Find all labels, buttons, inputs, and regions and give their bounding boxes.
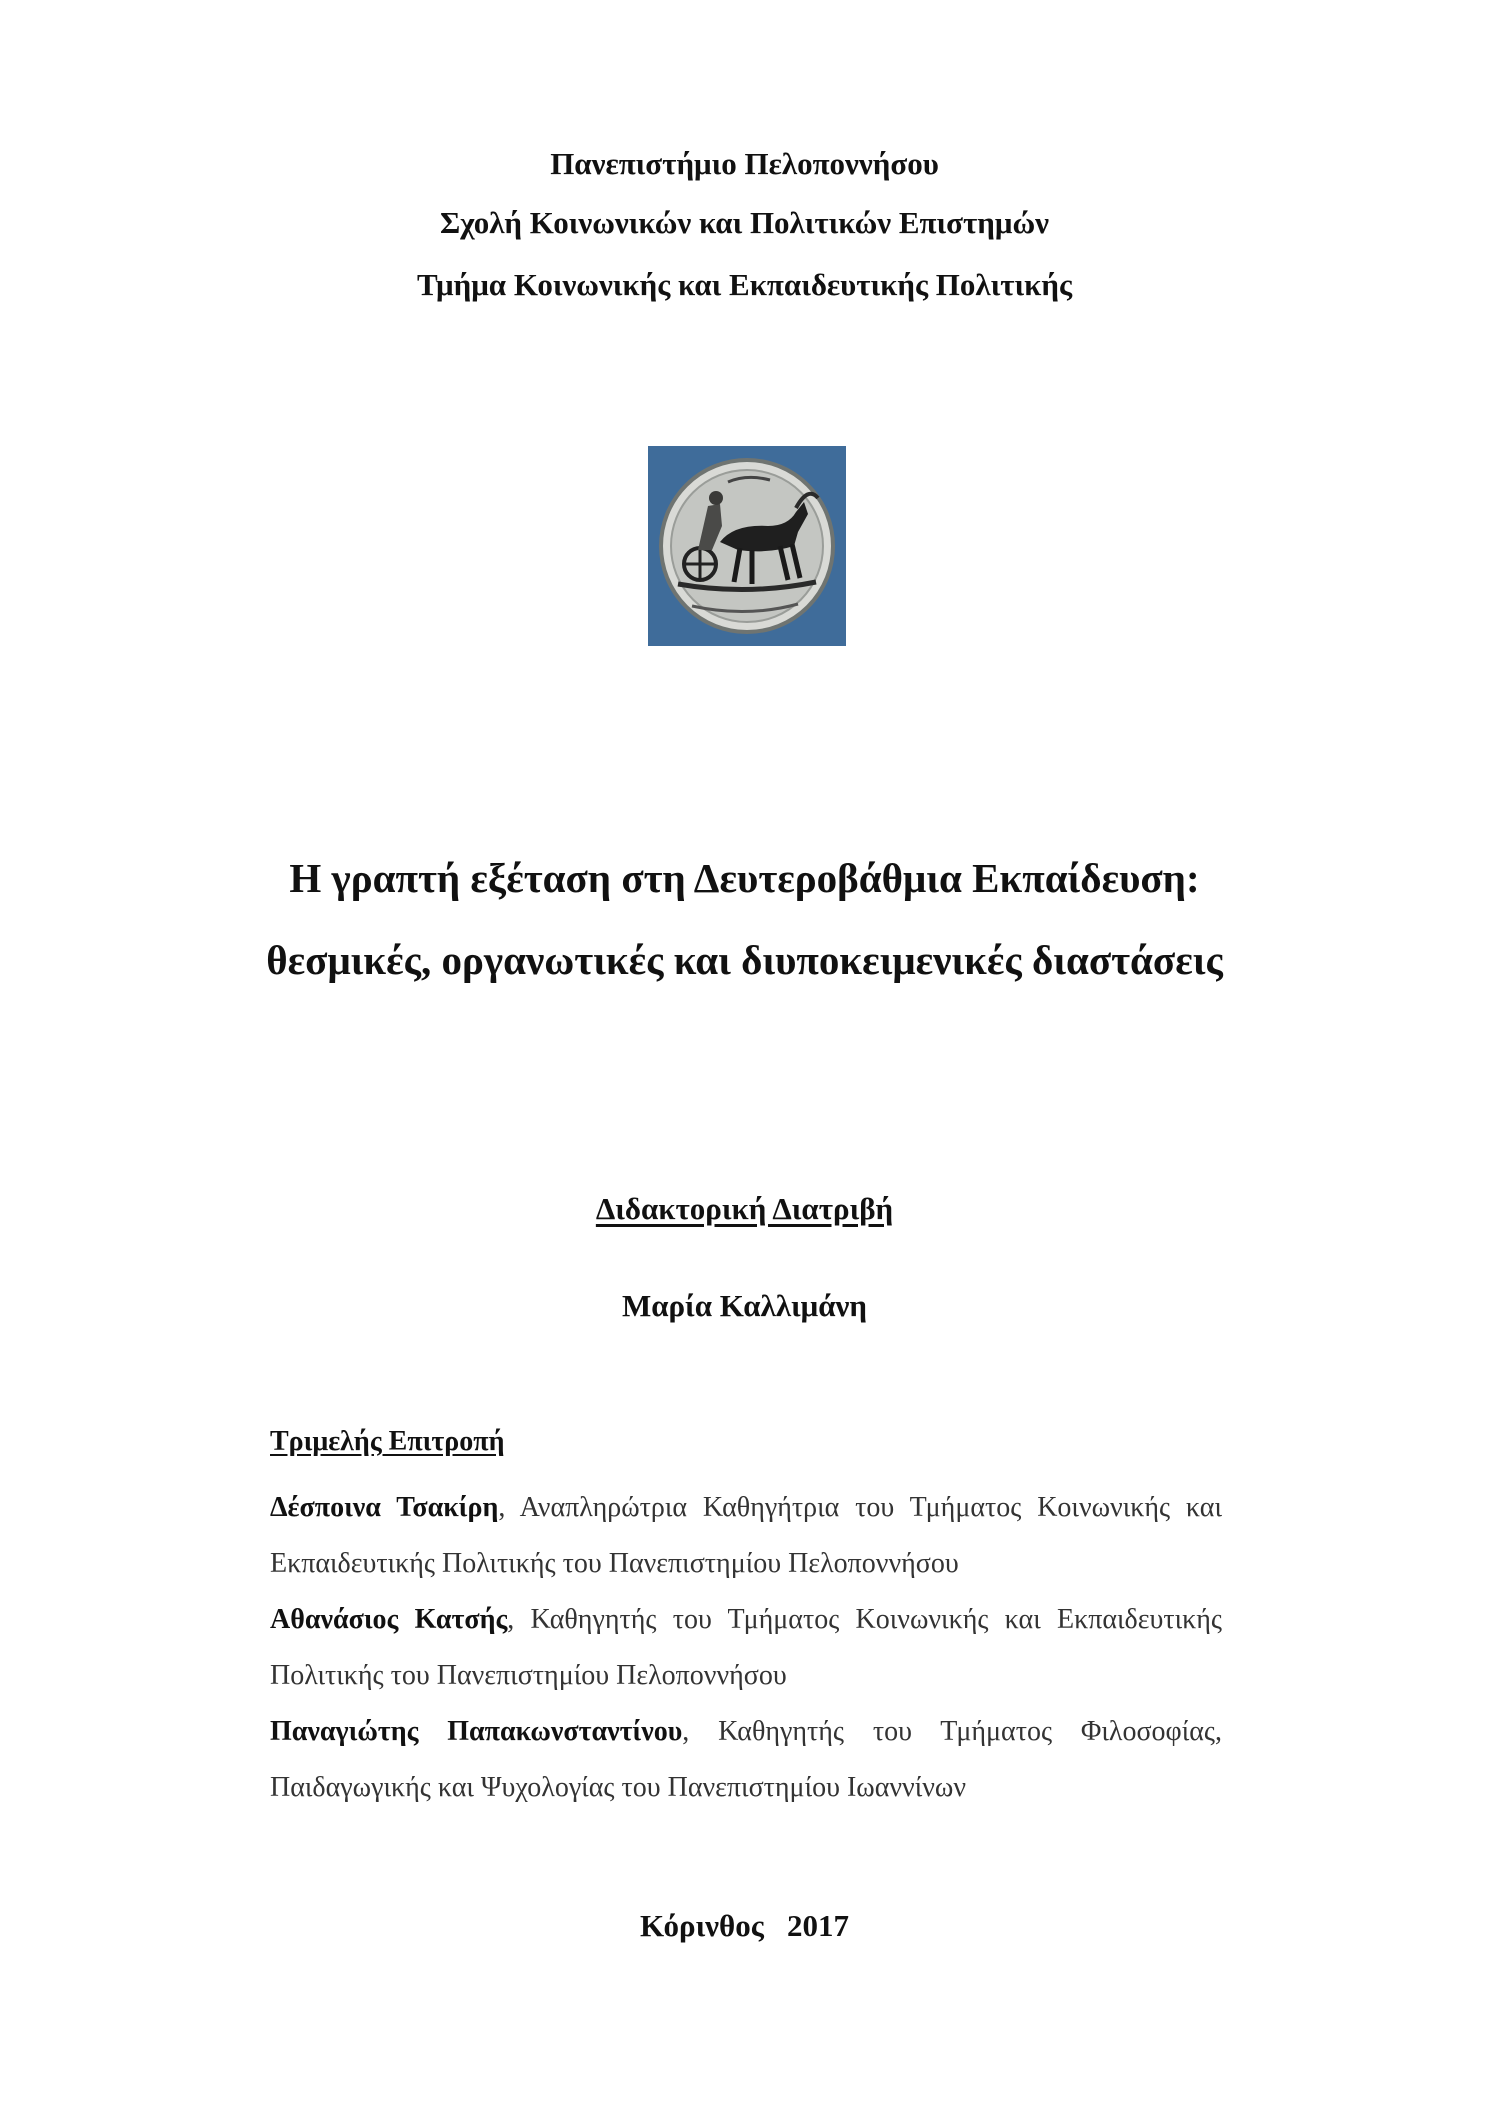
committee-member: [270, 1592, 1222, 1704]
university-name: Πανεπιστήμιο Πελοποννήσου: [550, 146, 939, 181]
place-and-year: [0, 1908, 1489, 1944]
member-name: Παναγιώτης Παπακωνσταντίνου: [270, 1716, 683, 1747]
department-name: Τμήμα Κοινωνικής και Εκπαιδευτικής Πολιτικής: [416, 267, 1073, 302]
thesis-title-line-1: Η γραπτή εξέταση στη Δευτεροβάθμια Εκπαίδευση:: [289, 855, 1200, 901]
place-year-text: Κόρινθος 2017: [639, 1908, 850, 1943]
member-affiliation: , Καθηγητής του Τμήματος Κοινωνικής και Εκπαιδευτικής Πολιτικής του Πανεπιστημίου Πελοποννήσου: [270, 1604, 1222, 1691]
committee-heading: Τριμελής Επιτροπή: [270, 1426, 505, 1457]
thesis-title-line-2: θεσμικές, οργανωτικές και διυποκειμενικές διαστάσεις: [266, 937, 1223, 983]
author-name: Μαρία Καλλιμάνη: [621, 1288, 868, 1323]
thesis-type: [0, 1191, 1489, 1227]
member-name: Δέσποινα Τσακίρη: [270, 1492, 499, 1523]
thesis-type-label: Διδακτορική Διατριβή: [595, 1191, 894, 1226]
committee-member: [270, 1480, 1222, 1592]
member-affiliation: , Καθηγητής του Τμήματος Φιλοσοφίας, Παιδαγωγικής και Ψυχολογίας του Πανεπιστημίου Ιωαννίνων: [270, 1716, 1222, 1803]
school-name: Σχολή Κοινωνικών και Πολιτικών Επιστημών: [440, 205, 1049, 240]
committee-member: [270, 1704, 1222, 1816]
university-seal-icon: [648, 446, 846, 646]
member-affiliation: , Αναπληρώτρια Καθηγήτρια του Τμήματος Κοινωνικής και Εκπαιδευτικής Πολιτικής του Πανεπιστημίου Πελοποννήσου: [270, 1492, 1222, 1579]
member-name: Αθανάσιος Κατσής: [270, 1604, 508, 1635]
